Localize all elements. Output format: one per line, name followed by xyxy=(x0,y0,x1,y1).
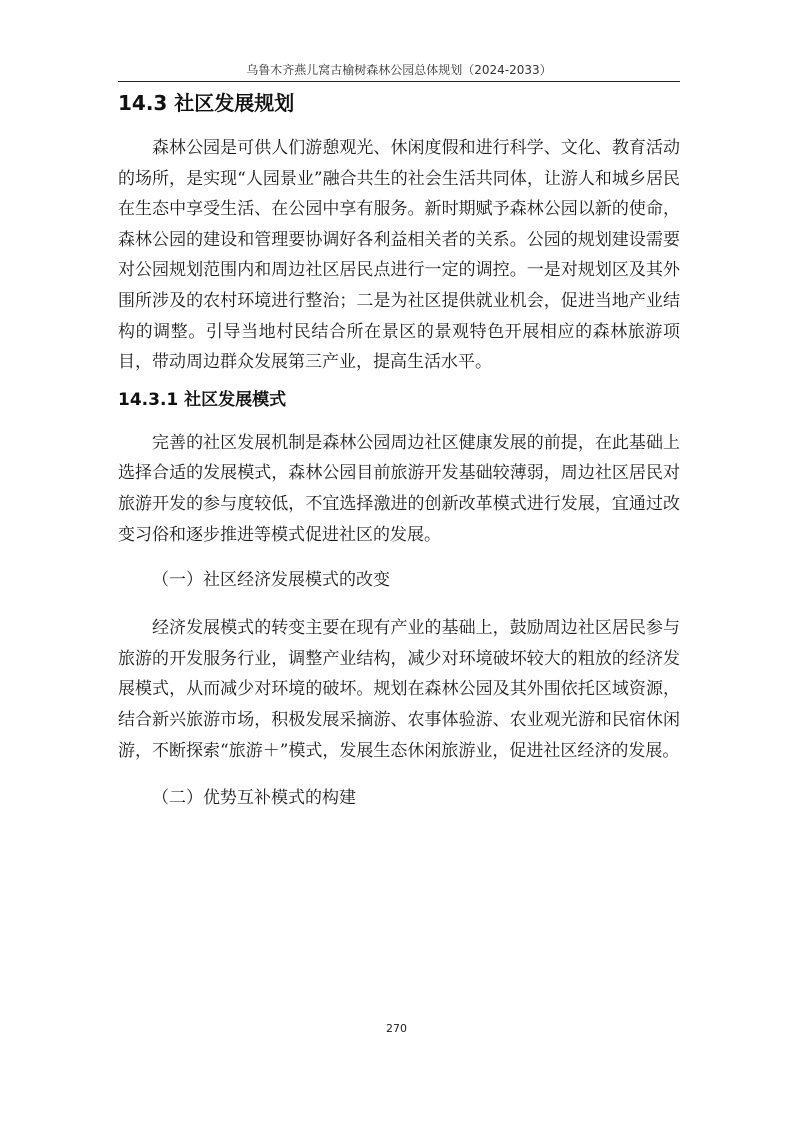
page-number: 270 xyxy=(386,1022,407,1035)
item-heading-economic-model: （一）社区经济发展模式的改变 xyxy=(152,570,390,591)
intro-paragraph: 森林公园是可供人们游憩观光、休闲度假和进行科学、文化、教育活动的场所，是实现“人园景业”融合共生的社会生活共同体，让游人和城乡居民在生态中享受生活、在公园中享有服务。新时期赋予森林公园以新的使命，森林公园的建设和管理要协调好各利益相关者的关系。公园的规划建设需要对公园规划范围内和周边社区居民点进行一定的调控。一是对规划区及其外围所涉及的农村环境进行整治；二是为社区提供就业机会，促进当地产业结构的调整。引导当地村民结合所在景区的景观特色开展相应的森林旅游项目，带动周边群众发展第三产业，提高生活水平。 xyxy=(118,138,680,373)
item-heading-complementary-model: （二）优势互补模式的构建 xyxy=(152,788,356,809)
page-body xyxy=(118,86,680,813)
economic-model-paragraph: 经济发展模式的转变主要在现有产业的基础上，鼓励周边社区居民参与旅游的开发服务行业，调整产业结构，减少对环境破坏较大的粗放的经济发展模式，从而减少对环境的破坏。规划在森林公园及其外围依托区域资源，结合新兴旅游市场，积极发展采摘游、农事体验游、农业观光游和民宿休闲游，不断探索“旅游＋”模式，发展生态休闲旅游业，促进社区经济的发展。 xyxy=(118,618,680,761)
section-heading: 14.3 社区发展规划 xyxy=(118,91,295,115)
subsection-heading: 14.3.1 社区发展模式 xyxy=(118,389,287,410)
running-header: 乌鲁木齐燕儿窝古榆树森林公园总体规划（2024-2033） xyxy=(246,63,552,77)
subsection-paragraph: 完善的社区发展机制是森林公园周边社区健康发展的前提，在此基础上选择合适的发展模式，森林公园目前旅游开发基础较薄弱，周边社区居民对旅游开发的参与度较低，不宜选择激进的创新改革模式进行发展，宜通过改变习俗和逐步推进等模式促进社区的发展。 xyxy=(118,432,680,545)
header-rule xyxy=(118,81,680,82)
